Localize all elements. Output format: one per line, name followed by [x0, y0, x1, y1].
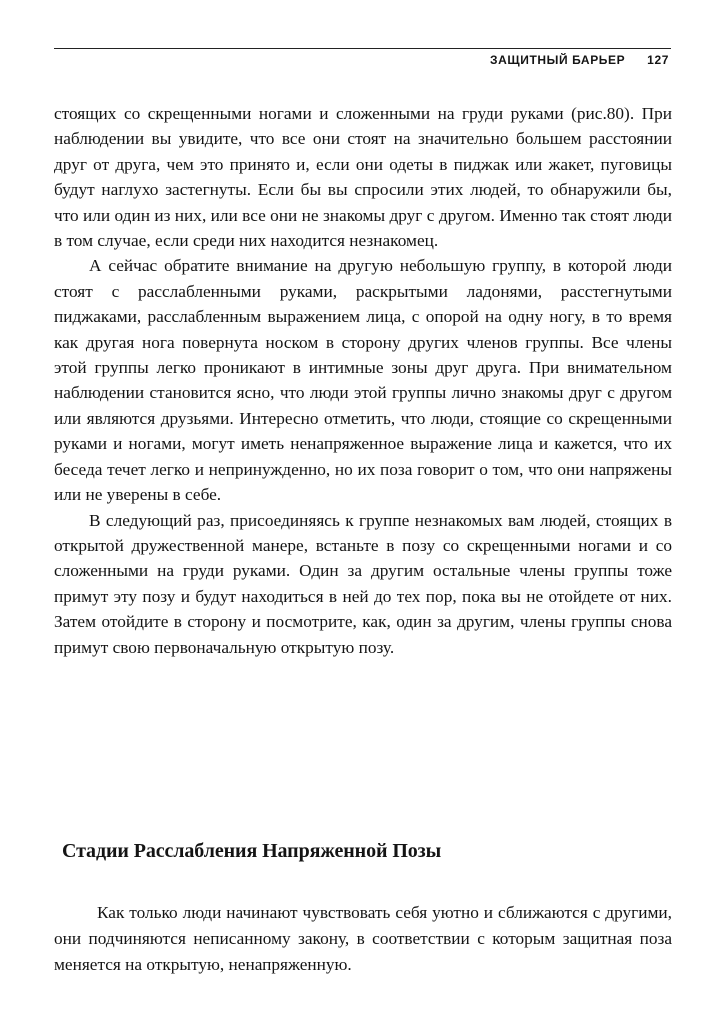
paragraph: А сейчас обратите внимание на другую небольшую группу, в которой люди стоят с расслабленными руками, раскрытыми ладонями, расстегнутыми пиджаками, расслабленным выражением лица, с опорой на одну ногу, в то время как другая нога повернута носком в сторону других членов группы. Все члены этой группы легко проникают в интимные зоны друг друга. При внимательном наблюдении становится ясно, что люди этой группы лично знакомы друг с другом или являются друзьями. Интересно отметить, что люди, стоящие со скрещенными руками и ногами, могут иметь ненапряженное выражение лица и кажется, что их беседа течет легко и непринужденно, но их поза говорит о том, что они напряжены или не уверены в себе.	[54, 256, 672, 505]
running-head	[490, 53, 669, 67]
section-text	[54, 900, 672, 978]
paragraph: В следующий раз, присоединяясь к группе незнакомых вам людей, стоящих в открытой дружественной манере, встаньте в позу со скрещенными ногами и со сложенными на груди руками. Один за другим остальные члены группы тоже примут эту позу и будут находиться в ней до тех пор, пока вы не отойдете от них. Затем отойдите в сторону и посмотрите, как, один за другим, члены группы снова примут свою первоначальную открытую позу.	[54, 510, 672, 657]
paragraph-continued: стоящих со скрещенными ногами и сложенными на груди руками (рис.80). При наблюдении вы увидите, что все они стоят на значительно большем расстоянии друг от друга, чем это принято и, если они одеты в пиджак или жакет, пуговицы будут наглухо застегнуты. Если бы вы спросили этих людей, то обнаружили бы, что или один из них, или все они не знакомы друг с другом. Именно так стоят люди в том случае, если среди них находится незнакомец.	[54, 104, 672, 251]
running-title: ЗАЩИТНЫЙ БАРЬЕР	[490, 53, 626, 67]
header-rule	[54, 48, 671, 49]
body-text	[54, 101, 672, 660]
page-number: 127	[647, 53, 669, 67]
paragraph: Как только люди начинают чувствовать себя уютно и сближаются с другими, они подчиняются неписанному закону, в соответствии с которым защитная поза меняется на открытую, ненапряженную.	[54, 903, 672, 974]
section-heading: Стадии Расслабления Напряженной Позы	[62, 840, 442, 862]
